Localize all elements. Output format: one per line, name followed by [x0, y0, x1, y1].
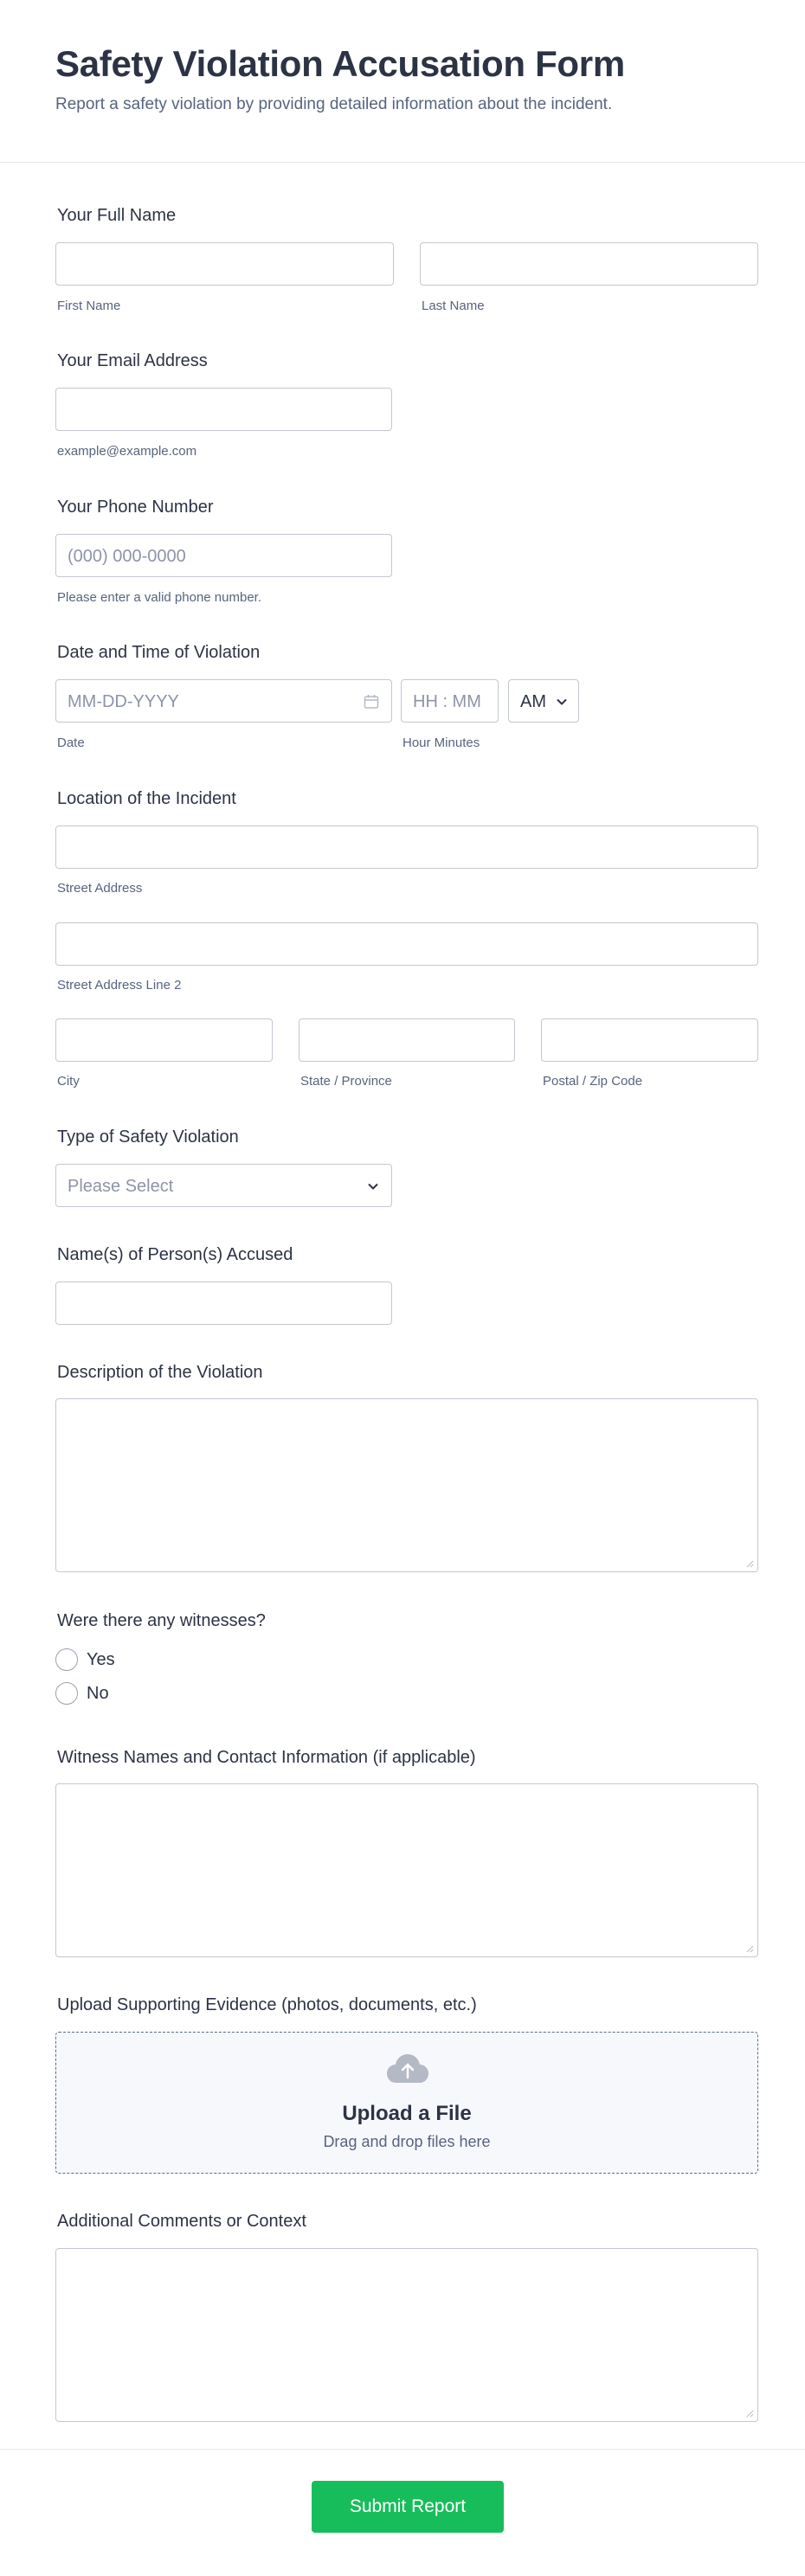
date-sublabel: Date [57, 736, 85, 750]
comments-textarea[interactable] [55, 2248, 758, 2422]
email-label: Your Email Address [57, 351, 208, 370]
date-placeholder: MM-DD-YYYY [68, 692, 179, 711]
last-name-sublabel: Last Name [422, 299, 485, 313]
state-sublabel: State / Province [300, 1074, 392, 1089]
phone-label: Your Phone Number [57, 498, 214, 517]
street-address-line2-input[interactable] [55, 922, 758, 966]
time-input[interactable] [401, 679, 499, 723]
full-name-label: Your Full Name [57, 206, 177, 225]
street-address-sublabel: Street Address [57, 881, 143, 896]
chevron-down-icon [367, 1180, 379, 1192]
time-placeholder: HH : MM [413, 692, 481, 711]
resize-handle-icon[interactable] [745, 1559, 754, 1568]
witnesses-label: Were there any witnesses? [57, 1611, 266, 1630]
last-name-input[interactable] [420, 242, 758, 286]
time-sublabel: Hour Minutes [402, 736, 480, 750]
calendar-icon[interactable] [364, 694, 379, 710]
witness-info-textarea[interactable] [55, 1783, 758, 1957]
violation-type-selected: Please Select [68, 1177, 174, 1196]
accused-input[interactable] [55, 1282, 392, 1325]
accused-label: Name(s) of Person(s) Accused [57, 1245, 293, 1264]
form-footer [0, 2449, 805, 2576]
submit-button[interactable]: Submit Report [312, 2481, 504, 2533]
city-sublabel: City [57, 1074, 80, 1089]
ampm-value: AM [520, 692, 546, 711]
description-textarea[interactable] [55, 1398, 758, 1572]
phone-placeholder: (000) 000-0000 [68, 547, 186, 566]
description-label: Description of the Violation [57, 1363, 263, 1382]
violation-type-label: Type of Safety Violation [57, 1127, 239, 1147]
witness-info-label: Witness Names and Contact Information (if applicable) [57, 1748, 476, 1767]
violation-type-select[interactable] [55, 1164, 392, 1207]
email-input[interactable] [55, 388, 392, 431]
street-address-input[interactable] [55, 825, 758, 869]
resize-handle-icon[interactable] [745, 1944, 754, 1953]
upload-dropzone[interactable] [55, 2032, 758, 2174]
location-label: Location of the Incident [57, 789, 236, 808]
state-input[interactable] [299, 1018, 515, 1062]
page-title: Safety Violation Accusation Form [55, 43, 625, 84]
witnesses-no-radio[interactable] [55, 1682, 78, 1705]
datetime-label: Date and Time of Violation [57, 643, 261, 662]
phone-input[interactable] [55, 534, 392, 577]
email-sublabel: example@example.com [57, 444, 197, 459]
ampm-select[interactable] [508, 679, 579, 723]
phone-sublabel: Please enter a valid phone number. [57, 590, 261, 605]
comments-label: Additional Comments or Context [57, 2212, 306, 2231]
first-name-input[interactable] [55, 242, 394, 286]
chevron-down-icon [556, 696, 568, 708]
upload-title: Upload a File [342, 2102, 472, 2125]
form-header [0, 0, 805, 163]
zip-sublabel: Postal / Zip Code [543, 1074, 643, 1089]
city-input[interactable] [55, 1018, 273, 1062]
witnesses-yes-radio[interactable] [55, 1648, 78, 1671]
page-subtitle: Report a safety violation by providing detailed information about the incident. [55, 95, 613, 113]
witnesses-yes-label[interactable]: Yes [87, 1650, 115, 1669]
first-name-sublabel: First Name [57, 299, 121, 313]
date-input[interactable] [55, 679, 392, 723]
upload-hint: Drag and drop files here [323, 2133, 491, 2150]
street-address-line2-sublabel: Street Address Line 2 [57, 978, 182, 992]
cloud-upload-icon [385, 2052, 430, 2088]
upload-label: Upload Supporting Evidence (photos, documents, etc.) [57, 1995, 477, 2014]
resize-handle-icon[interactable] [745, 2409, 754, 2418]
witnesses-no-label[interactable]: No [87, 1684, 109, 1703]
zip-input[interactable] [541, 1018, 758, 1062]
